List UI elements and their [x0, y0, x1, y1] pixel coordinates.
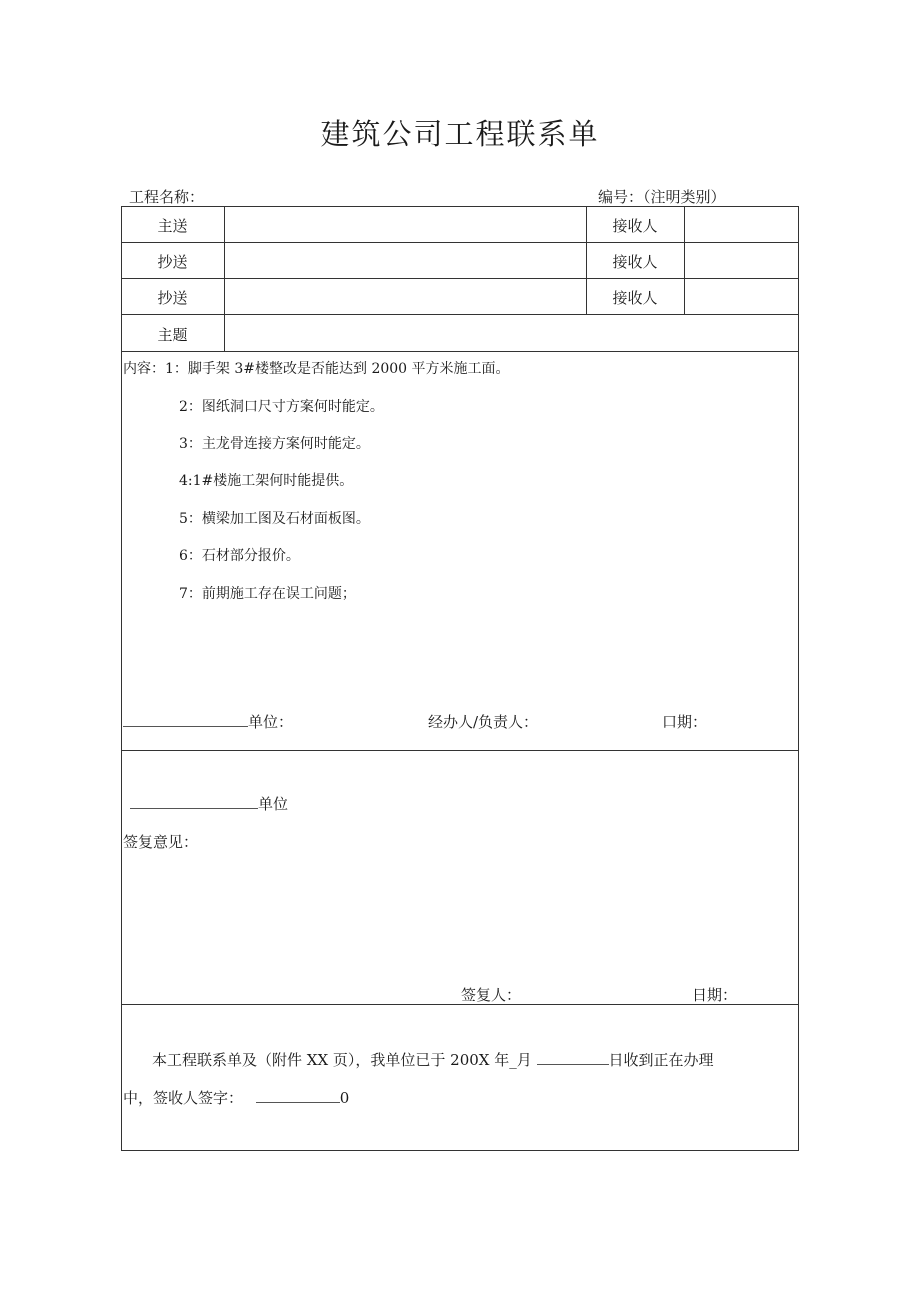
receipt-text: 0 [339, 1089, 350, 1107]
unit-label: 单位： [248, 713, 294, 731]
section-divider [121, 750, 799, 751]
receiver-label: 接收人 [612, 289, 658, 307]
content-line: 2：图纸洞口尺寸方案何时能定。 [179, 399, 384, 415]
row-label-cc: 抄送 [157, 289, 188, 307]
row-divider [121, 278, 799, 279]
project-name-label: 工程名称： [129, 188, 205, 206]
column-divider [684, 206, 685, 315]
receipt-line-2 [123, 1087, 349, 1108]
row-divider [121, 351, 799, 352]
number-label: 编号：（注明类别） [598, 188, 726, 206]
content-line: 6：石材部分报价。 [179, 548, 300, 564]
form-table [121, 206, 799, 1151]
row-divider [121, 314, 799, 315]
row-divider [121, 242, 799, 243]
handler-label: 经办人/负责人： [428, 713, 539, 731]
content-line: 4:1#楼施工架何时能提供。 [179, 473, 354, 489]
row-label-cc: 抄送 [157, 253, 188, 271]
content-unit-field [123, 711, 293, 732]
content-date-label: 口期： [662, 713, 708, 731]
content-line: 内容：1：脚手架 3#楼整改是否能达到 2000 平方米施工面。 [123, 361, 510, 377]
receipt-text: 本工程联系单及（附件 XX 页），我单位已于 200X 年_月 [152, 1051, 532, 1069]
reply-unit-field [130, 793, 288, 814]
reply-unit-label: 单位 [258, 795, 289, 813]
reply-unit-blank [130, 793, 258, 809]
receipt-text: 日收到正在办理 [608, 1051, 714, 1069]
receipt-signer-label: 中，签收人签字： [123, 1089, 244, 1107]
page-title: 建筑公司工程联系单 [320, 117, 600, 151]
content-line: 7：前期施工存在误工问题； [179, 586, 356, 602]
content-line: 5：横梁加工图及石材面板图。 [179, 511, 370, 527]
reply-opinion-label: 签复意见： [123, 833, 199, 851]
receiver-label: 接收人 [612, 253, 658, 271]
receipt-signature-blank [256, 1087, 340, 1103]
content-line: 3：主龙骨连接方案何时能定。 [179, 436, 370, 452]
column-divider [224, 206, 225, 351]
row-label-main-recipient: 主送 [157, 217, 188, 235]
receipt-line-1 [152, 1049, 714, 1070]
row-label-subject: 主题 [157, 326, 188, 344]
reply-signer-label: 签复人： [461, 986, 522, 1004]
unit-blank [123, 711, 248, 727]
receipt-day-blank [537, 1049, 609, 1065]
receiver-label: 接收人 [612, 217, 658, 235]
reply-date-label: 日期： [692, 986, 738, 1004]
